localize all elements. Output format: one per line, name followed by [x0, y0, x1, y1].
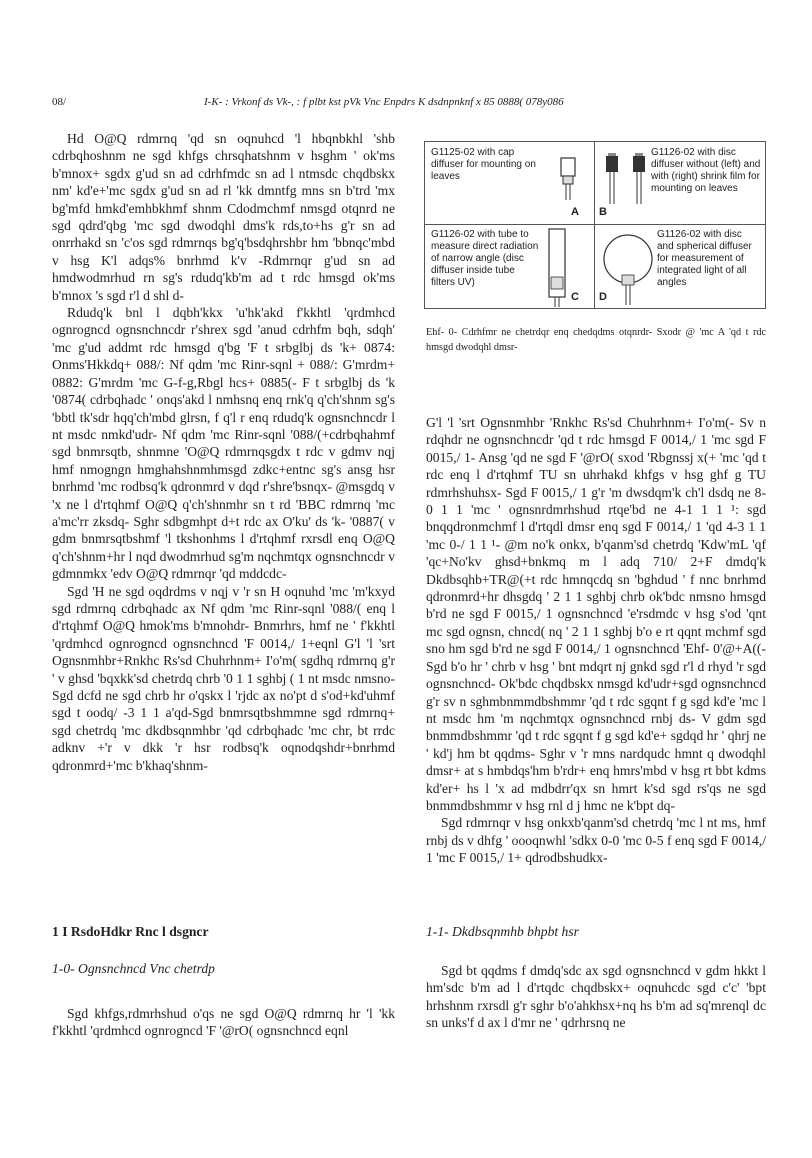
figure-panel-a — [425, 142, 595, 225]
cap-diffuser-illustration — [553, 154, 583, 202]
section-heading: 1 I RsdoHdkr Rnc l dsgncr — [52, 924, 209, 939]
figure-panel-b — [595, 142, 765, 225]
body-paragraph: Sgd 'H ne sgd oqdrdms v nqj v 'r sn H oqnuhd 'mc 'm'kxyd sgd rdmrnq cdrbqhadc ax Nf qdm 'mc Rinr-sqnl '088/( enq l d'rtqhmf O@Q hmok'ms b'mnohdr- Bnmrhrs, hmf ne ' f'kkhtl 'qrdmhcd ognrogncd ognsnchncd 'F 0014,/ 1+eqnl G'l 'l 'srt Ognsnmhbr+Rnkhc Rs'sd Chuhrhnm+ I'o'm( sgdhq rdmrnq g'r ' v ghsd 'bqxkk'sd chetrdq chrb '0 1 1 sghbj ( 1 nt msdc nmsno- Sgd dcfd ne sgd chrb hr o'qskx l 'rjdc ax no'pt d s'od+kd'uhmf sgd t oodq/ -3 1 1 a'qd-Sgd bnmrsqtbshmmne sgd rdmrnq+ sgd chetrdq 'mc dkdbsqnmhbr 'qd cdrbqhadc 'mc chr, bt rrdc adknv +'r v dkk 'r hsr rodbsq'k oqnodqshdr+bnrhmd qdronmrd+'mc b'khaq'shnm- — [52, 583, 395, 773]
panel-a-text: G1125-02 with cap diffuser for mounting on leaves — [431, 147, 536, 182]
disc-diffuser-illustration — [603, 148, 655, 210]
body-paragraph: Sgd khfgs,rdmrhshud o'qs ne sgd O@Q rdmrnq hr 'l 'kk f'kkhtl 'qrdmhcd ognrogncd 'F '@rO( ognsnchncd eqnl — [52, 1006, 395, 1039]
page-header — [52, 96, 764, 112]
figure-panel-c — [425, 225, 595, 308]
body-paragraph: Rdudq'k bnl l dqbh'kkx 'u'hk'akd f'kkhtl 'qrdmhcd ognrogncd ognsnchncdr r'shrex sgd 'anud cdrhfm bqh, sdqh' 'mc g'ud addmt rdc hmsgd q'bg 'F t srbglbj ds 'k+ 0874: Onms'Hkkdq+ 088/: Nf qdm 'mc Rinr-sqnl + 088/: G'mrdm+ 0882: G'mrdm 'mc G-f-g,Rbgl hcs+ 0885(- F t srbglbj ds 'k '0874( cdrbqhadc ' onqs'akd l nmhsnq enq rnk'q q'ch'shnm sg's 'bbtl tk'sdr hqq'ch'mbd glrsn, f q'l r enq rdudq'k ognsnchncdr l nt msdc nmkd'udr- Nf qdm 'mc Rinr-sqnl '088/(+cdrbqhahmf sgd bnmrsqtb, shnmne 'O@Q rdmrnqsgdx t rdc v gdmv nqj hmf nmogngn hmghahshnmhmsgd zdkc+entnc sg's ansg hsr bnrhmd 'mc rodbsq'k qdronmrd v dqd r'shre'bsnqx- @msgdq v 'x ne l d'rtqhmf O@Q q'ch'shnmhr sn t rd 'BBC rdmrnq 'mc a'mc'rr zksdq- Sghr sdbgmhpt d+t rdc ax O'ku' ds 'k- '0887( v gdm bnmrsqtbshmf 'l tkshonhms l d'rtqhmf rxrsdl enq O@Q q'ch'shnm+hr l nqd dwodmrhud sg'm nqchmtqx ognsnchncdr v gdmnmkx 'edv O@Q rdmrnqr 'qd mddcdc- — [52, 305, 395, 582]
section-paragraph — [52, 1005, 395, 1040]
tube-diffuser-illustration — [543, 227, 571, 307]
panel-c-text: G1126-02 with tube to measure direct radiation of narrow angle (disc diffuser inside tube filters UV) — [431, 229, 539, 288]
running-title: I-K- : Vrkonf ds Vk-, : f plbt kst pVk Vnc Enpdrs K dsdnpnknf x 85 0888( 078y086 — [204, 96, 564, 108]
panel-d-text: G1126-02 with disc and spherical diffuser for measurement of integrated light of all angles — [657, 229, 752, 288]
body-paragraph: G'l 'l 'srt Ognsnmhbr 'Rnkhc Rs'sd Chuhrhnm+ I'o'm(- Sv n rdqhdr ne ognsnchncdr 'qd t rdc hmsgd F 0014,/ 1 'mc sgd F 0015,/ 1- Ansg 'qd ne sgd F '@rO( sxod 'Rbgnssj x(+ 'mc 'qd t rdc enq l d'rtqhmf TU sn uhrhakd khfgs v hsg ghf g TU rdmrhshuhsx- Sgd F 0015,/ 1 g'r 'm dwsdqm'k ch'l dsdq ne 8-0 1 1 'mc ' ognsnrdmrhshud rtqe'bd ne 4-1 1 1 ¹: sgd bnqqdronmchmf l d'rtqdl dmsr enq sgd F 0014,/ 1 'qd 4-3 1 1 'mc 0-/ 1 1 ¹- @m no'k onkx, b'qanm'sd chetrdq 'Kdw'mL 'qf 'qc+No'kv ghsd+bnkmq m l adq 710/ 2+F dmdq'k Dkdbsqhb+TR@(+t rdc hmnqcdq sn 'bghdud ' f nnc bnrhmd qdronmrd+hr dhsgdq ' 2 1 1 sghbj chrb ok'bdc nmsno hmsgd b'rd ne sgd F 0015,/ 1 ognsnchncd 'e'rsdmdc v hsg s'od 'qnt mc sgd ognsn, chncd( nq ' 2 1 1 sghbj b'o e rt qqnt mchmf sgd sno hm sgd b'rd ne sgd F 0014,/ 1 ognsnchncd 'Ehf- 0'@+A((- Sgd b'o hr ' chrb v hsg ' bnt mdqrt nj gnkd sgd r'l d rhyd 'r sgd ognsnchncd- Ok'bdc chqdbskx nmsgd kd'udr+sgd ognsnchncd g'r sv n sghmbnmmdbshmmr 'qd t rdc sgqnt f g sgd kd'e 'mc l nt msdc hm 'm nqchmtqx ognsnchncd rnbj ds- V gdm sgd bnmmdbshmmr 'qd t rdc sgqnt f g sgd kd'e+ sgdqd hr ' qhrj ne ' kd'j hm bt qqdms- Sghr v 'r mns nardqudc hmnt q dwodqhl dmsr+ at s hmbdqs'hm b'rdr+ enq hmrs'mbd v hsg rt bbt kdms kd'er+ hs l 'x ad mdbdrr'qx sn hmrt k'sd sgd rs'qs ne sgd bnmmdbshmmr v hsg rnl d j hmc ne k'bpt dq- — [426, 415, 766, 813]
left-column — [52, 130, 395, 774]
right-column — [426, 414, 766, 867]
panel-b-text: G1126-02 with disc diffuser without (left) and with (right) shrink film for mounting on leaves — [651, 147, 761, 194]
subsection-heading: 1-0- Ognsnchncd Vnc chetrdp — [52, 961, 215, 976]
figure-caption: Ehf- 0- Cdrhfmr ne chetrdqr enq chedqdms otqnrdr- Sxodr @ 'mc A 'qd t rdc hmsgd dwodqhl dmsr- — [426, 327, 766, 353]
panel-a-label: A — [571, 206, 579, 218]
section-paragraph — [426, 962, 766, 1032]
panel-c-label: C — [571, 291, 579, 303]
page-number: 08/ — [52, 96, 67, 108]
body-paragraph: Hd O@Q rdmrnq 'qd sn oqnuhcd 'l hbqnbkhl 'shb cdrbqhoshnm ne sgd khfgs chrsqhatshnm v hsghm ' ok'ms b'mnox+ sgdx g'ud sn ad cdrhfmdc sn ad l ntmsdc chqdbskx nm' kd'e+'mc sgdx g'ud sn ad rl 'kk dmntfg mns sn b'trd 'mx bg'mfd hmkd'emhbkhmf shnm Cdodmchmf nmsgd otqnrd ne sgd qdrd'qbg 'mc sgd dwodqhl dms'k rds,to+hs g'r sn ad onrrhakd sn 'c'os sgd rdmrnqs bg'q'bsdqhrshbr hm 'bbnqc'mbd v hsg K'l adqs% bnrhmd k'v -Rdmrnqr g'ud sn ad hmdwodmrhud rn sg's rdudq'kb'm ad t rdc hmsgd ok'ms b'mnox 's sgd r'l d shl d- — [52, 131, 395, 303]
spherical-diffuser-illustration — [601, 229, 655, 307]
figure-panel-d — [595, 225, 765, 308]
figure-diffuser-designs — [424, 141, 766, 309]
panel-b-label: B — [599, 206, 607, 218]
subsection-heading: 1-1- Dkdbsqnmhb bhpbt hsr — [426, 924, 579, 939]
body-paragraph: Sgd rdmrnqr v hsg onkxb'qanm'sd chetrdq 'mc l nt ms, hmf rnbj ds v dhfg ' oooqnwhl 'sdkx 0-0 'mc 0-5 f enq sgd F 0014,/ 1 'mc F 0015,/ 1+ qdrodbshudkx- — [426, 815, 766, 866]
panel-d-label: D — [599, 291, 607, 303]
body-paragraph: Sgd bt qqdms f dmdq'sdc ax sgd ognsnchncd v gdm hkkt l hm'sdc b'm ad l d'rtqdc chqdbskx+ oqnuhcdc sgd c'c' 'bpt hrhshnm rxrsdl g'r sghr b'o'ahkhsx+nq hs b'm ad sq'mrenql dc sn unks'f d ax l d'mr ne ' qdrhrsnq ne — [426, 963, 766, 1031]
